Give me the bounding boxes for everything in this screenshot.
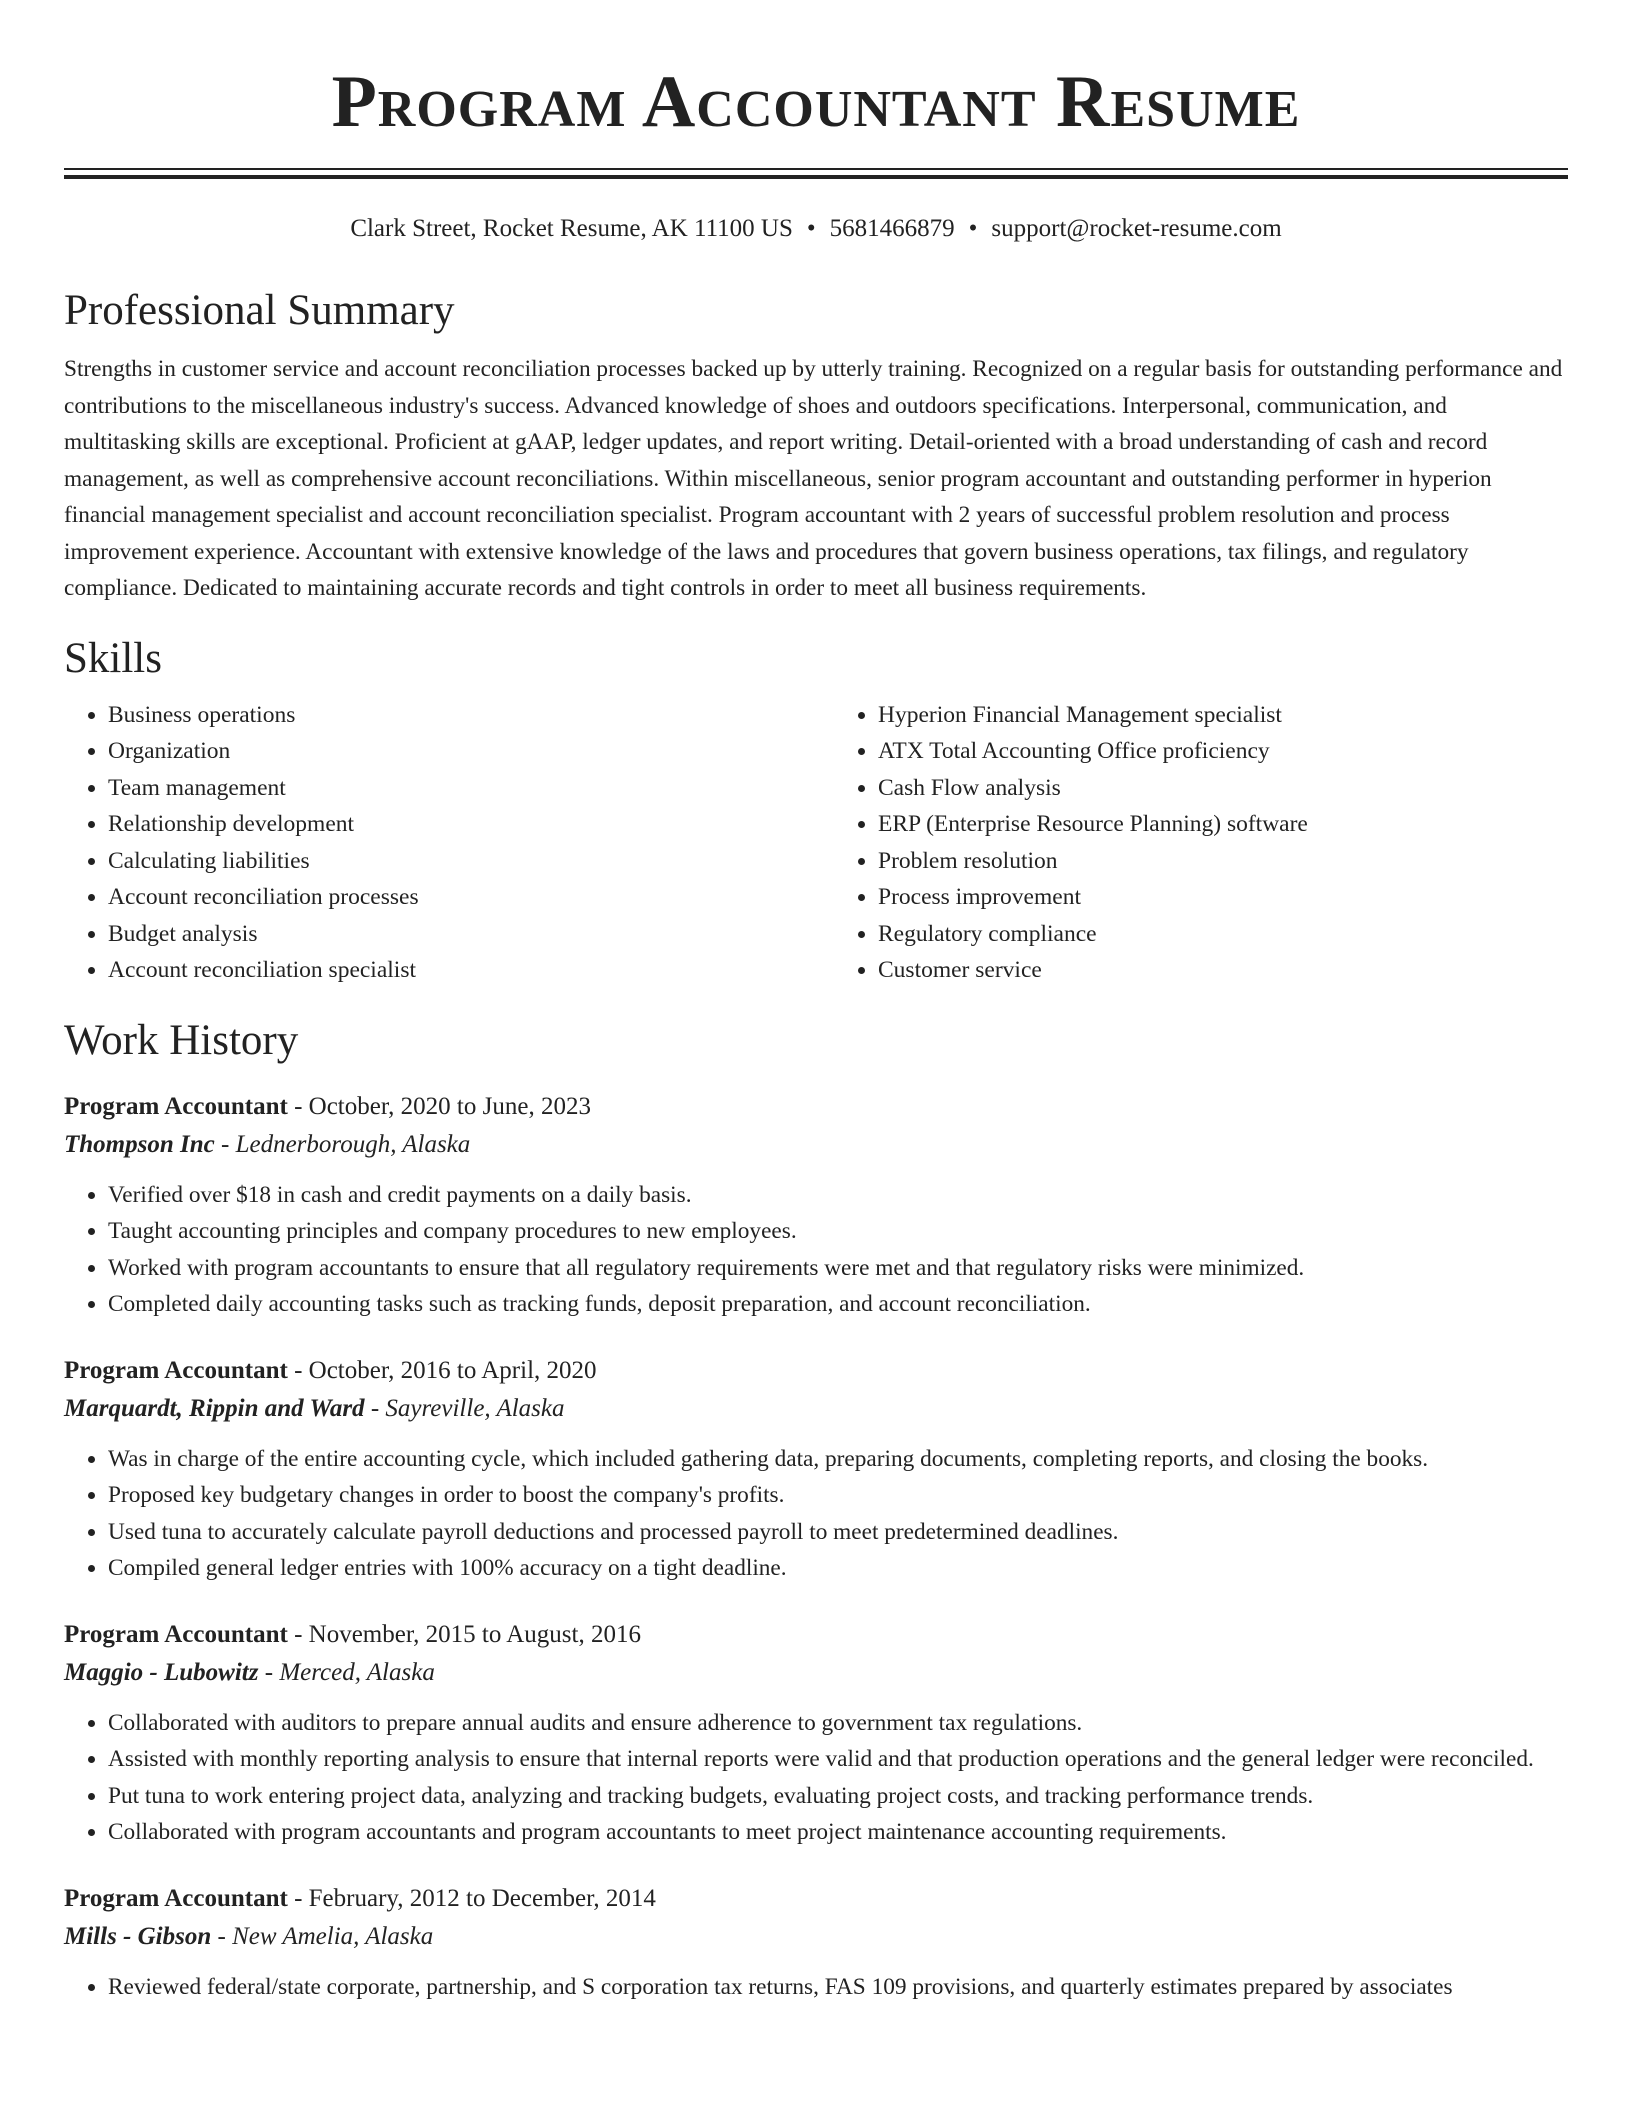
skill-item: • Budget analysis	[108, 916, 798, 953]
skill-item: • Relationship development	[108, 806, 798, 843]
skill-item: • Account reconciliation processes	[108, 879, 798, 916]
job-bullet: • Verified over $18 in cash and credit payments on a daily basis.	[108, 1177, 1568, 1214]
skill-item: • Team management	[108, 770, 798, 807]
skills-list-right	[798, 697, 1568, 989]
contact-separator: •	[806, 215, 816, 242]
job-role: Program Accountant	[64, 1092, 288, 1120]
job-role: Program Accountant	[64, 1620, 288, 1648]
job-bullet: • Compiled general ledger entries with 100% accuracy on a tight deadline.	[108, 1550, 1568, 1587]
resume-page	[64, 0, 1568, 2005]
job-bullets	[64, 1177, 1568, 1323]
contact-email: support@rocket-resume.com	[991, 215, 1282, 242]
job-dash: -	[287, 1884, 309, 1912]
skill-item: • Process improvement	[878, 879, 1568, 916]
job-title-line	[64, 1353, 1568, 1389]
contact-line	[64, 213, 1568, 245]
job-dates: February, 2012 to December, 2014	[308, 1884, 656, 1912]
job-company-line	[64, 1125, 1568, 1165]
skill-item: • Business operations	[108, 697, 798, 734]
job-role: Program Accountant	[64, 1356, 288, 1384]
job-company: Marquardt, Rippin and Ward	[64, 1394, 365, 1422]
job-entry	[64, 1617, 1568, 1851]
contact-separator: •	[968, 215, 978, 242]
job-bullet: • Reviewed federal/state corporate, partnership, and S corporation tax returns, FAS 109 provisions, and quarterly estimates prepared by associates	[108, 1969, 1568, 2006]
job-location: Lednerborough, Alaska	[235, 1130, 471, 1158]
job-dash: -	[287, 1356, 309, 1384]
job-company: Mills - Gibson	[64, 1922, 212, 1950]
job-entry	[64, 1881, 1568, 2006]
skill-item: • ATX Total Accounting Office proficiency	[878, 733, 1568, 770]
skill-item: • Cash Flow analysis	[878, 770, 1568, 807]
job-company: Maggio - Lubowitz	[64, 1658, 259, 1686]
job-dash: -	[364, 1394, 386, 1422]
job-entry	[64, 1089, 1568, 1323]
job-dates: October, 2016 to April, 2020	[308, 1356, 597, 1384]
skills-heading: Skills	[64, 634, 162, 682]
job-dash: -	[214, 1130, 236, 1158]
job-bullet: • Proposed key budgetary changes in order to boost the company's profits.	[108, 1477, 1568, 1514]
skills-columns	[64, 697, 1568, 989]
work-history-heading: Work History	[64, 1016, 299, 1064]
contact-address: Clark Street, Rocket Resume, AK 11100 US	[350, 215, 793, 242]
job-bullet: • Put tuna to work entering project data, analyzing and tracking budgets, evaluating project costs, and tracking performance trends.	[108, 1778, 1568, 1815]
job-title-line	[64, 1881, 1568, 1917]
skill-item: • Customer service	[878, 952, 1568, 989]
job-company: Thompson Inc	[64, 1130, 215, 1158]
job-bullets	[64, 1969, 1568, 2006]
job-bullets	[64, 1441, 1568, 1587]
job-bullet: • Collaborated with program accountants and program accountants to meet project maintenance accounting requirements.	[108, 1814, 1568, 1851]
job-dash: -	[211, 1922, 233, 1950]
job-location: Sayreville, Alaska	[385, 1394, 565, 1422]
job-bullet: • Assisted with monthly reporting analysis to ensure that internal reports were valid and that production operations and the general ledger were reconciled.	[108, 1741, 1568, 1778]
job-dash: -	[258, 1658, 280, 1686]
job-title-line	[64, 1617, 1568, 1653]
skill-item: • Regulatory compliance	[878, 916, 1568, 953]
skills-list-left	[64, 697, 798, 989]
skill-item: • Organization	[108, 733, 798, 770]
job-role: Program Accountant	[64, 1884, 288, 1912]
summary-heading: Professional Summary	[64, 287, 455, 334]
job-company-line	[64, 1389, 1568, 1429]
job-bullet: • Worked with program accountants to ensure that all regulatory requirements were met and that regulatory risks were minimized.	[108, 1250, 1568, 1287]
job-company-line	[64, 1917, 1568, 1957]
job-location: Merced, Alaska	[279, 1658, 435, 1686]
job-entry	[64, 1353, 1568, 1587]
summary-text: Strengths in customer service and account reconciliation processes backed up by utterly training. Recognized on a regular basis for outstanding performance and contributions to the miscellaneous industry's success. Advanced knowledge of shoes and outdoors specifications. Interpersonal, communication, and multitasking skills are exceptional. Proficient at gAAP, ledger updates, and report writing. Detail-oriented with a broad understanding of cash and record management, as well as comprehensive account reconciliations. Within miscellaneous, senior program accountant and outstanding performer in hyperion financial management specialist and account reconciliation specialist. Program accountant with 2 years of successful problem resolution and process improvement experience. Accountant with extensive knowledge of the laws and procedures that govern business operations, tax filings, and regulatory compliance. Dedicated to maintaining accurate records and tight controls in order to meet all business requirements.	[64, 356, 1563, 601]
job-bullets	[64, 1705, 1568, 1851]
job-bullet: • Taught accounting principles and company procedures to new employees.	[108, 1213, 1568, 1250]
job-title-line	[64, 1089, 1568, 1125]
skill-item: • ERP (Enterprise Resource Planning) software	[878, 806, 1568, 843]
title-divider	[64, 168, 1568, 179]
job-dash: -	[287, 1092, 309, 1120]
job-dash: -	[287, 1620, 309, 1648]
job-company-line	[64, 1653, 1568, 1693]
resume-title: Program Accountant Resume	[331, 61, 1301, 143]
skill-item: • Problem resolution	[878, 843, 1568, 880]
skill-item: • Calculating liabilities	[108, 843, 798, 880]
contact-phone: 5681466879	[829, 215, 955, 242]
job-dates: November, 2015 to August, 2016	[308, 1620, 641, 1648]
job-location: New Amelia, Alaska	[232, 1922, 434, 1950]
job-dates: October, 2020 to June, 2023	[308, 1092, 591, 1120]
job-bullet: • Was in charge of the entire accounting cycle, which included gathering data, preparing documents, completing reports, and closing the books.	[108, 1441, 1568, 1478]
job-bullet: • Collaborated with auditors to prepare annual audits and ensure adherence to government tax regulations.	[108, 1705, 1568, 1742]
skill-item: • Account reconciliation specialist	[108, 952, 798, 989]
skill-item: • Hyperion Financial Management specialist	[878, 697, 1568, 734]
job-bullet: • Used tuna to accurately calculate payroll deductions and processed payroll to meet predetermined deadlines.	[108, 1514, 1568, 1551]
job-bullet: • Completed daily accounting tasks such as tracking funds, deposit preparation, and account reconciliation.	[108, 1286, 1568, 1323]
